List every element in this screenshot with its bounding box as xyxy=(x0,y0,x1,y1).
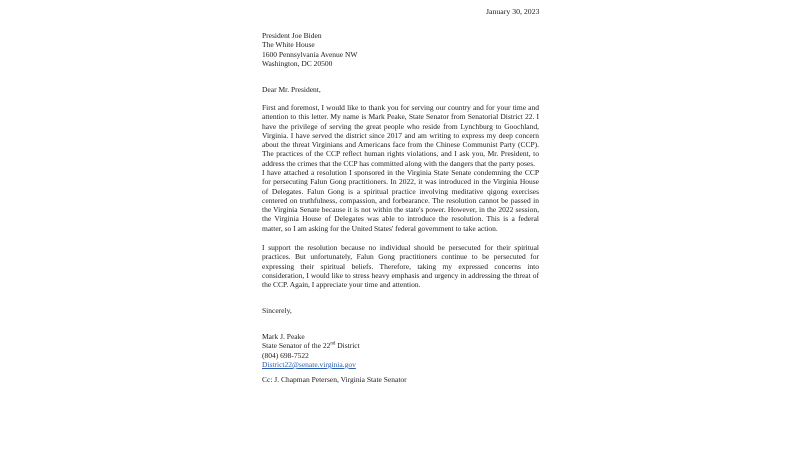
recipient-name: President Joe Biden xyxy=(262,31,322,40)
recipient-org: The White House xyxy=(262,40,315,50)
paragraph-1: First and foremost, I would like to thank you for serving our country and for your time and attention to this letter. My name is Mark Peake, State Senator from Senatorial District 22. I have the privilege of serving the great people who reside from Lynchburg to Goochland, Virginia. I have served the district since 2017 and am writing to express my deep concern about the threat Virginians and Americans face from the Chinese Communist Party (CCP). The practices of the CCP reflect human rights violations, and I ask you, Mr. President, to address the crimes that the CCP has committed along with the dangers that the party poses. xyxy=(262,103,539,168)
recipient-street: 1600 Pennsylvania Avenue NW xyxy=(262,49,358,59)
recipient-address xyxy=(262,31,552,68)
paragraph-3: I support the resolution because no individual should be persecuted for their spiritual practices. But unfortunately, Falun Gong practitioners continue to be persecuted for expressing their spiritual beliefs. Therefore, taking my expressed concerns into consideration, I would like to stress heavy emphasis and urgency in addressing the threat of the CCP. Again, I appreciate your time and attention. xyxy=(262,243,539,290)
closing: Sincerely, xyxy=(262,306,292,315)
signer-email-link[interactable]: District22@senate.virginia.gov xyxy=(262,359,356,369)
salutation: Dear Mr. President, xyxy=(262,85,321,94)
paragraph-2: I have attached a resolution I sponsored in the Virginia State Senate condemning the CCP for persecuting Falun Gong practitioners. In 2022, it was introduced in the Virginia House of Delegates. Falun Gong is a spiritual practice involving meditative qigong exercises centered on truthfulness, compassion, and forbearance. The resolution cannot be passed in the Virginia Senate because it is not within the state's power. However, in the 2022 session, the Virginia House of Delegates was able to introduce the resolution. This is a federal matter, so I am asking for the United States' federal government to take action. xyxy=(262,168,539,233)
letter-date: January 30, 2023 xyxy=(486,7,540,16)
signer-title-ordinal: nd xyxy=(330,341,336,347)
cc-line: Cc: J. Chapman Petersen, Virginia State Senator xyxy=(262,375,407,384)
recipient-city: Washington, DC 20500 xyxy=(262,58,333,68)
signer-title xyxy=(262,341,552,350)
signer-phone: (804) 698-7522 xyxy=(262,350,309,360)
signer-title-prefix: State Senator of the 22 xyxy=(262,341,331,351)
signer-title-suffix: District xyxy=(335,341,360,351)
signer-name: Mark J. Peake xyxy=(262,332,305,341)
signature-block xyxy=(262,332,552,369)
